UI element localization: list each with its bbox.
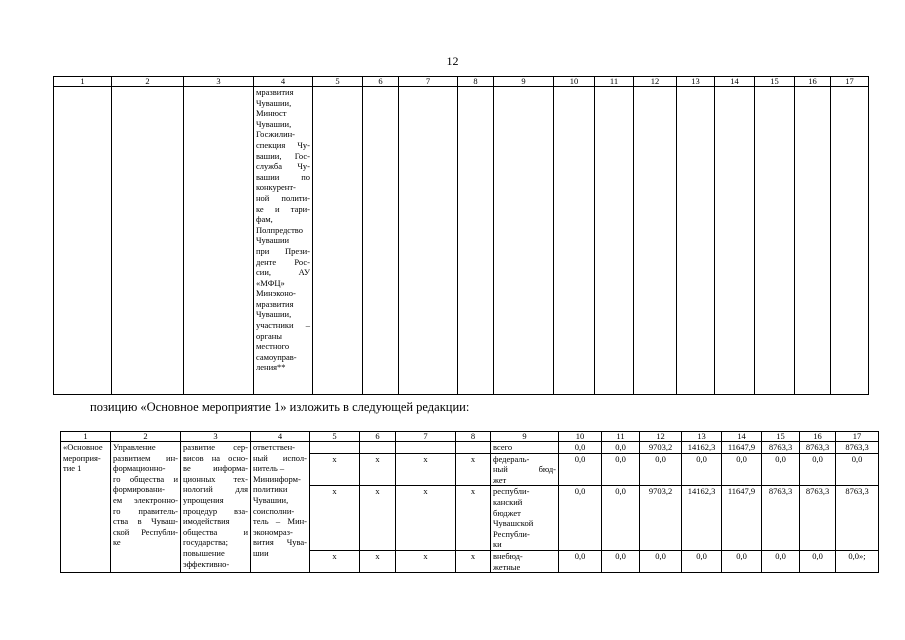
col-header: 16 bbox=[795, 77, 831, 87]
col-header: 1 bbox=[54, 77, 112, 87]
value-cell: 11647,9 bbox=[722, 442, 762, 454]
x-mark: x bbox=[456, 486, 491, 551]
table-row bbox=[54, 87, 869, 395]
value-cell: 0,0 bbox=[559, 442, 602, 454]
value-cell: 11647,9 bbox=[722, 486, 762, 551]
col-header: 5 bbox=[313, 77, 363, 87]
value-cell: 8763,3 bbox=[836, 442, 879, 454]
value-cell: 0,0 bbox=[682, 453, 722, 486]
x-mark: x bbox=[456, 453, 491, 486]
col-header: 9 bbox=[491, 432, 559, 442]
col-header: 14 bbox=[722, 432, 762, 442]
x-mark: x bbox=[310, 486, 360, 551]
value-cell: 0,0 bbox=[602, 486, 640, 551]
value-cell: 0,0 bbox=[800, 550, 836, 572]
x-mark: x bbox=[396, 453, 456, 486]
value-cell: 0,0 bbox=[836, 453, 879, 486]
responsible-cell: ответствен- ный испол- нитель – Мининформ- политики Чувашии, соисполни- тель – Мин- экономраз- вития Чува- шии bbox=[251, 442, 310, 573]
value-cell: 0,0 bbox=[559, 453, 602, 486]
col-header: 15 bbox=[755, 77, 795, 87]
x-mark: x bbox=[396, 550, 456, 572]
col-header: 11 bbox=[602, 432, 640, 442]
col-header: 16 bbox=[800, 432, 836, 442]
col-header: 3 bbox=[184, 77, 254, 87]
value-cell: 0,0 bbox=[602, 453, 640, 486]
value-cell: 0,0 bbox=[800, 453, 836, 486]
col-header: 2 bbox=[111, 432, 181, 442]
value-cell: 0,0»; bbox=[836, 550, 879, 572]
col-header: 5 bbox=[310, 432, 360, 442]
col-header: 4 bbox=[251, 432, 310, 442]
value-cell: 8763,3 bbox=[762, 442, 800, 454]
x-mark: x bbox=[396, 486, 456, 551]
amended-position-table bbox=[60, 431, 879, 573]
col-header: 14 bbox=[715, 77, 755, 87]
value-cell: 0,0 bbox=[559, 486, 602, 551]
x-mark: x bbox=[310, 550, 360, 572]
col-header: 17 bbox=[836, 432, 879, 442]
value-cell: 0,0 bbox=[682, 550, 722, 572]
col-header: 17 bbox=[831, 77, 869, 87]
col-header: 12 bbox=[640, 432, 682, 442]
col-header: 12 bbox=[634, 77, 677, 87]
value-cell: 14162,3 bbox=[682, 442, 722, 454]
col-header: 7 bbox=[396, 432, 456, 442]
continuation-table bbox=[53, 76, 869, 395]
value-cell: 0,0 bbox=[640, 550, 682, 572]
amendment-sentence: позицию «Основное мероприятие 1» изложить в следующей редакции: bbox=[90, 400, 470, 414]
value-cell: 0,0 bbox=[722, 453, 762, 486]
x-mark: x bbox=[456, 550, 491, 572]
col-header: 8 bbox=[458, 77, 494, 87]
col-header: 3 bbox=[181, 432, 251, 442]
x-mark: x bbox=[360, 550, 396, 572]
value-cell: 0,0 bbox=[762, 453, 800, 486]
col-header: 13 bbox=[682, 432, 722, 442]
x-mark: x bbox=[310, 453, 360, 486]
subprogram-cell: Управление развитием ин- формационно- го общества и формировани- ем электронно- го правитель- ства в Чуваш- ской Республи- ке bbox=[111, 442, 181, 573]
col-header: 11 bbox=[595, 77, 634, 87]
value-cell: 0,0 bbox=[559, 550, 602, 572]
value-cell: 8763,3 bbox=[762, 486, 800, 551]
col-header: 1 bbox=[61, 432, 111, 442]
col-header: 15 bbox=[762, 432, 800, 442]
goal-cell: развитие сер- висов на осно- ве информа- ционных тех- нологий для упрощения процедур вза- имодействия общества и государства; повышение эффективно- bbox=[181, 442, 251, 573]
funding-source: внебюд- жетные bbox=[491, 550, 559, 572]
value-cell: 14162,3 bbox=[682, 486, 722, 551]
col-header: 13 bbox=[677, 77, 715, 87]
col-header: 6 bbox=[360, 432, 396, 442]
table-row bbox=[61, 442, 879, 454]
page-number: 12 bbox=[446, 54, 459, 68]
col-header: 9 bbox=[494, 77, 554, 87]
col-header: 7 bbox=[399, 77, 458, 87]
value-cell: 0,0 bbox=[722, 550, 762, 572]
x-mark: x bbox=[360, 453, 396, 486]
header-row bbox=[61, 432, 879, 442]
funding-source: всего bbox=[491, 442, 559, 454]
col-header: 2 bbox=[112, 77, 184, 87]
responsible-executors-cell: мразвития Чувашии, Минюст Чувашии, Госжилин- спекция Чу- вашии, Гос- служба Чу- вашии по конкурент- ной полити- ке и тари- фам, Полпредство Чувашии при Прези- денте Рос- сии, АУ «МФЦ» Минэконо- мразвития Чувашии, участники – органы местного самоуправ- ления** bbox=[254, 87, 313, 395]
value-cell: 0,0 bbox=[602, 550, 640, 572]
value-cell: 0,0 bbox=[640, 453, 682, 486]
value-cell: 8763,3 bbox=[800, 442, 836, 454]
funding-source: федераль- ный бюд- жет bbox=[491, 453, 559, 486]
col-header: 10 bbox=[554, 77, 595, 87]
col-header: 8 bbox=[456, 432, 491, 442]
value-cell: 8763,3 bbox=[800, 486, 836, 551]
col-header: 6 bbox=[363, 77, 399, 87]
header-row bbox=[54, 77, 869, 87]
value-cell: 0,0 bbox=[602, 442, 640, 454]
value-cell: 9703,2 bbox=[640, 442, 682, 454]
value-cell: 8763,3 bbox=[836, 486, 879, 551]
value-cell: 0,0 bbox=[762, 550, 800, 572]
x-mark: x bbox=[360, 486, 396, 551]
col-header: 10 bbox=[559, 432, 602, 442]
funding-source: республи- канский бюджет Чувашской Республи- ки bbox=[491, 486, 559, 551]
col-header: 4 bbox=[254, 77, 313, 87]
value-cell: 9703,2 bbox=[640, 486, 682, 551]
event-name-cell: «Основное мероприя- тие 1 bbox=[61, 442, 111, 573]
